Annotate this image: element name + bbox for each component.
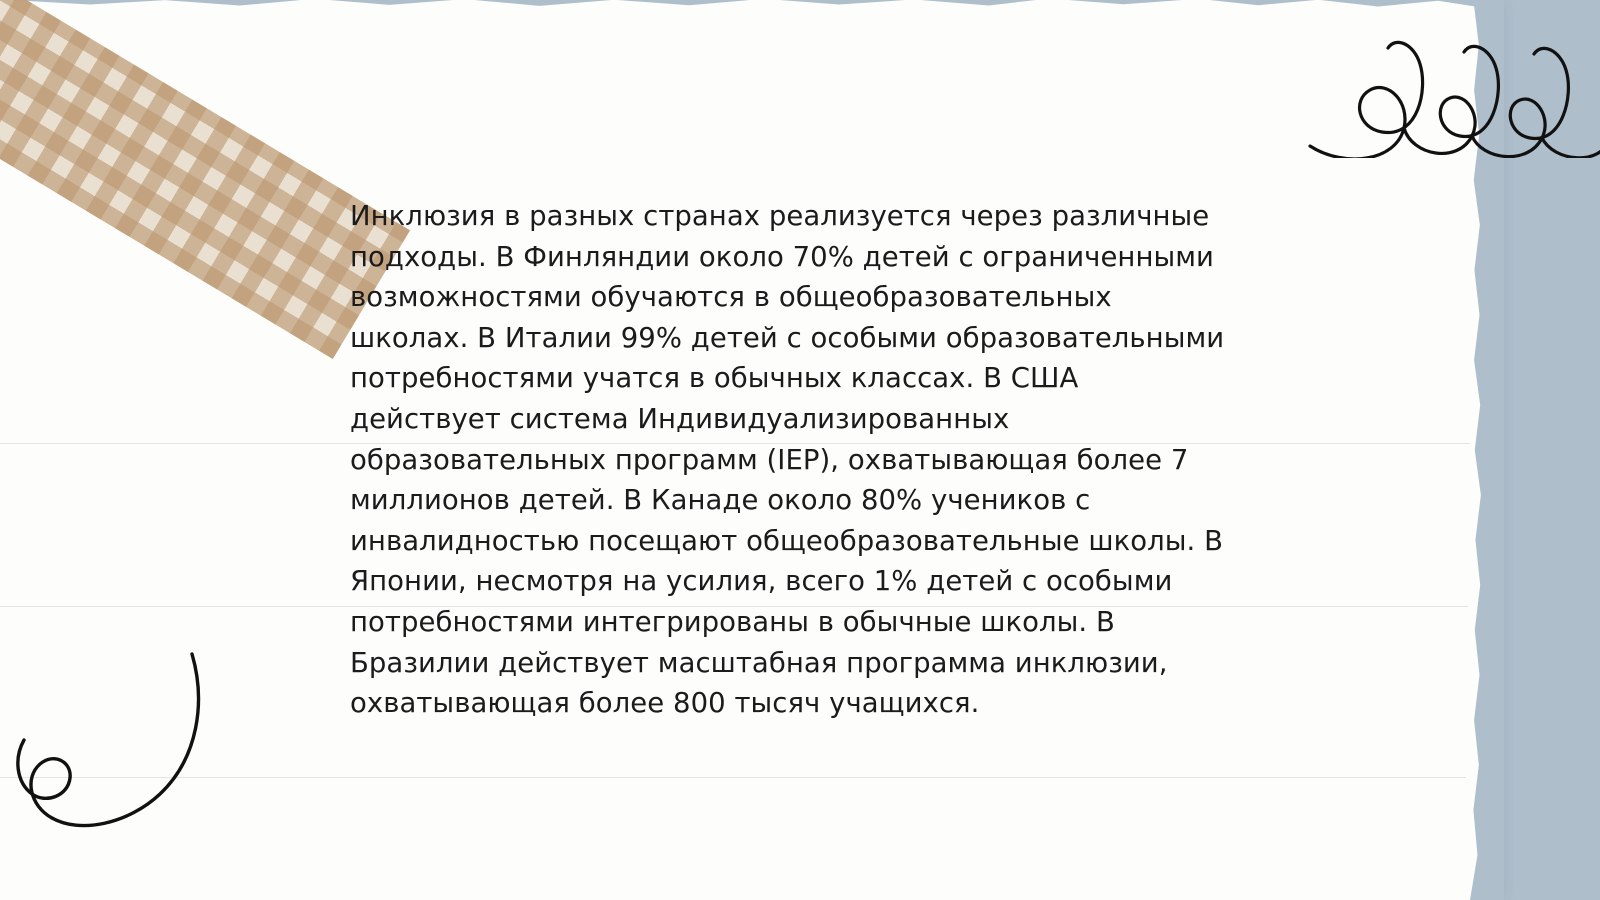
body-paragraph: Инклюзия в разных странах реализуется через различные подходы. В Финляндии около 70% детей с ограниченными возможностями обучаются в общеобразовательных школах. В Италии 99% детей с особыми образовательными потребностями учатся в обычных классах. В США действует система Индивидуализированных образовательных программ (IEP), охватывающая более 7 миллионов детей. В Канаде около 80% учеников с инвалидностью посещают общеобразовательные школы. В Японии, несмотря на усилия, всего 1% детей с особыми потребностями интегрированы в обычные школы. В Бразилии действует масштабная программа инклюзии, охватывающая более 800 тысяч учащихся.: [350, 200, 1233, 720]
paper-torn-top-edge: [0, 0, 1498, 10]
paper-rule-line: [0, 777, 1466, 778]
paper-torn-right-edge: [1470, 0, 1504, 900]
